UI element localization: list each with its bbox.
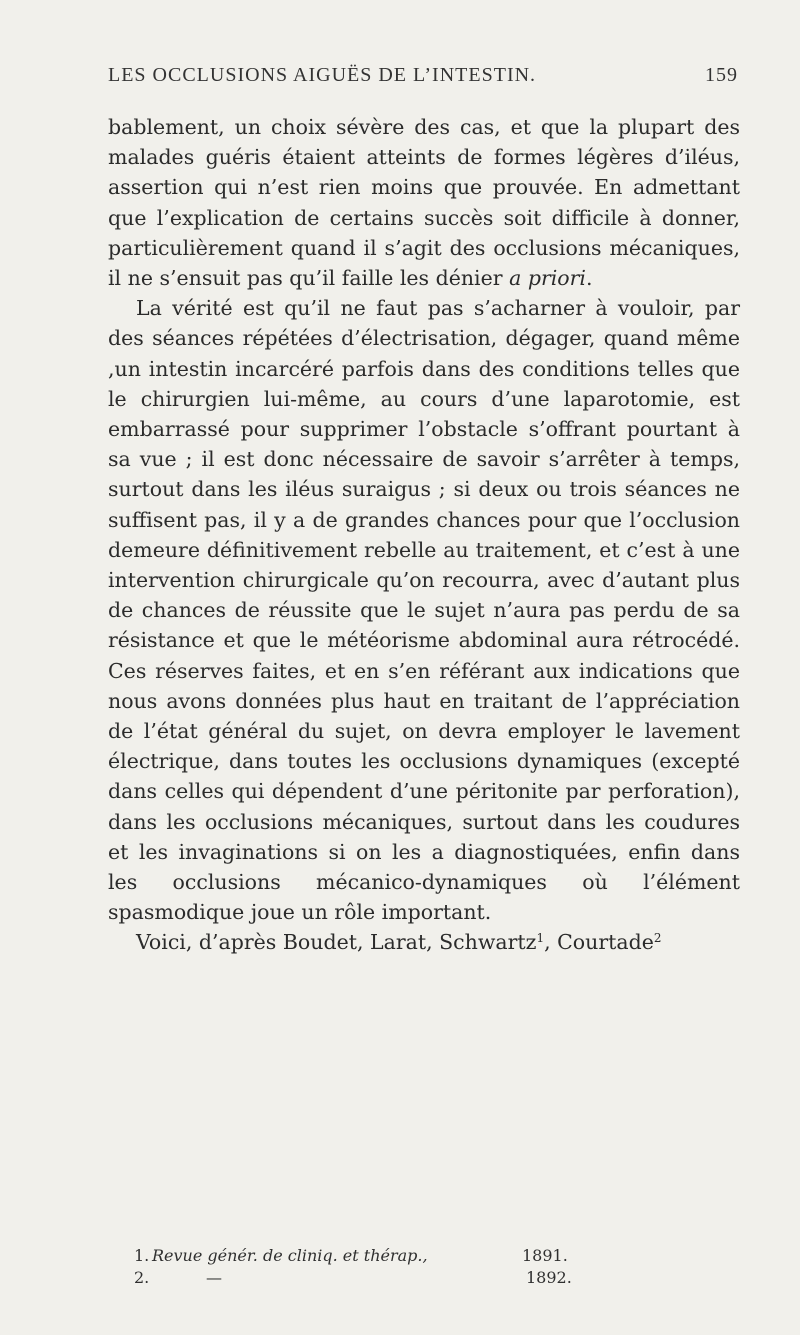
footnote-source-title: Revue génér. de cliniq. et thérap., [152,1246,428,1265]
page-number: 159 [705,64,738,86]
footnote-ref-1: 1 [536,931,545,946]
paragraph-3-mid: , Courtade [544,930,654,955]
body-text [108,112,740,958]
paragraph-1-end: . [586,266,593,291]
paragraph-1 [108,112,740,293]
running-title: LES OCCLUSIONS AIGUËS DE L’INTESTIN. [108,64,537,86]
footnote-2 [134,1267,694,1289]
footnote-source [152,1245,428,1267]
paragraph-1-text: bablement, un choix sévère des cas, et que la plupart des malades guéris étaient atteints de formes légères d’iléus, assertion qui n’est rien moins que prouvée. En admettant que l’explication de certains succès soit difficile à donner, particulièrement quand il s’agit des occlusions mécaniques, il ne s’ensuit pas qu’il faille les dénier [108,115,740,291]
footnote-ref-2: 2 [653,931,662,946]
footnote-year: 1892. [526,1268,572,1287]
footnote-number: 2. [134,1268,150,1287]
paragraph-3-start: Voici, d’après Boudet, Larat, Schwartz [136,930,537,955]
footnote-1 [134,1245,694,1267]
footnote-number: 1. [134,1246,150,1265]
footnotes [134,1245,694,1289]
paragraph-3 [108,927,740,957]
footnote-year: 1891. [522,1246,568,1265]
paragraph-2: La vérité est qu’il ne faut pas s’acharner à vouloir, par des séances répétées d’électrisation, dégager, quand même ,un intestin incarcéré parfois dans des conditions telles que le chirurgien lui-même, au cours d’une laparotomie, est embarrassé pour supprimer l’obstacle s’offrant pourtant à sa vue ; il est donc nécessaire de savoir s’arrêter à temps, surtout dans les iléus suraigus ; si deux ou trois séances ne suffisent pas, il y a de grandes chances pour que l’occlusion demeure définitivement rebelle au traitement, et c’est à une intervention chirurgicale qu’on recourra, avec d’autant plus de chances de réussite que le sujet n’aura pas perdu de sa résistance et que le météorisme abdominal aura rétrocédé. Ces réserves faites, et en s’en référant aux indications que nous avons données plus haut en traitant de l’appréciation de l’état général du sujet, on devra employer le lavement électrique, dans toutes les occlusions dynamiques (excepté dans celles qui dépendent d’une péritonite par perforation), dans les occlusions mécaniques, surtout dans les coudures et les invaginations si on les a diagnostiquées, enfin dans les occlusions mécanico-dynamiques où l’élément spasmodique joue un rôle important. [108,296,740,925]
running-header [108,64,738,104]
italic-a-priori: a priori [509,266,586,291]
footnote-ditto-dash: — [206,1268,222,1287]
